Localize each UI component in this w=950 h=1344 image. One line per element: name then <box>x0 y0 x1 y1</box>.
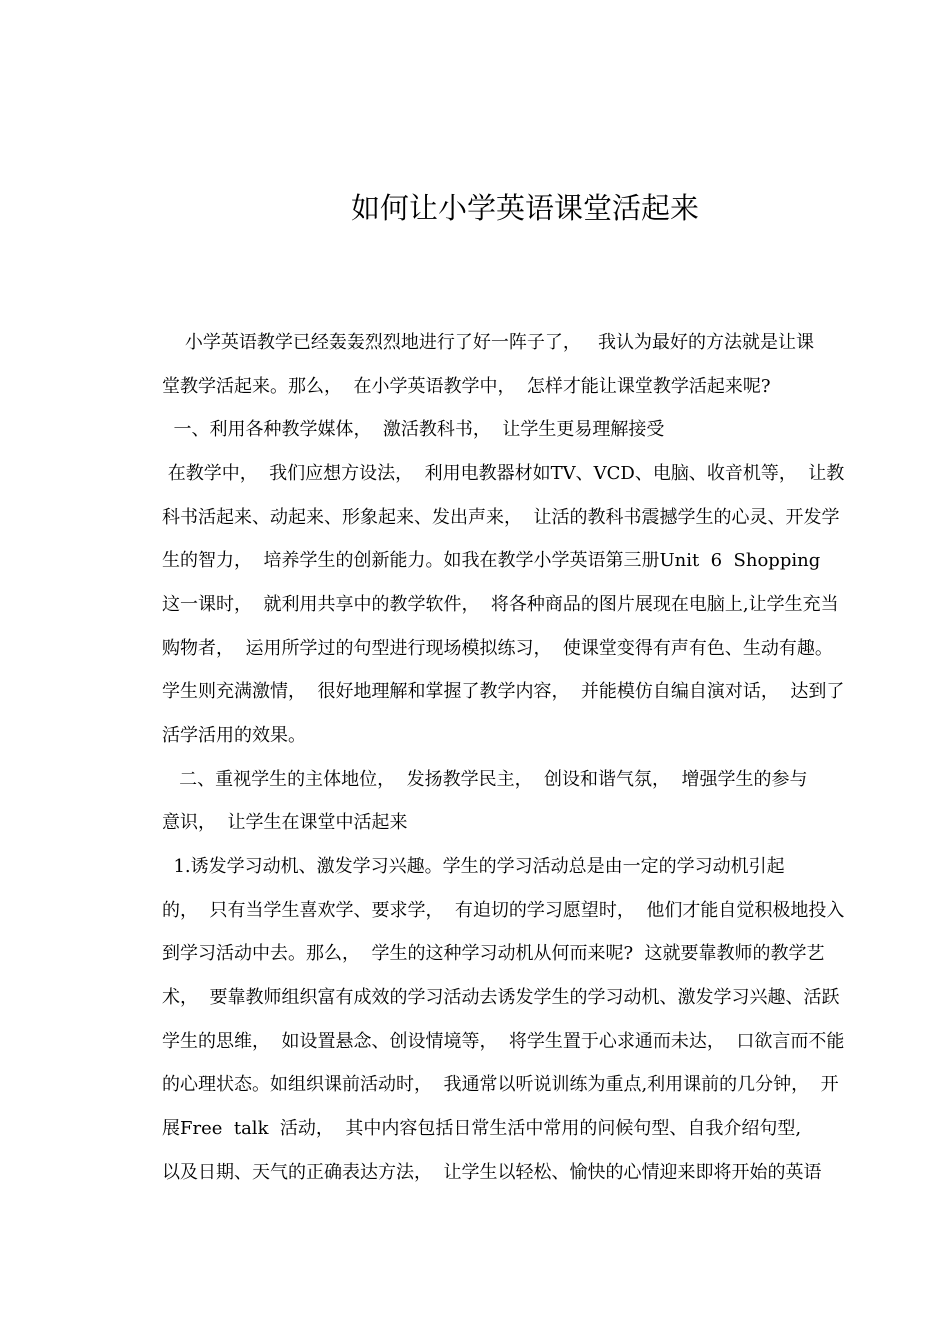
body-line: 活学活用的效果。 <box>162 725 306 746</box>
body-line: 的心理状态。如组织课前活动时， 我通常以听说训练为重点,利用课前的几分钟， 开 <box>162 1074 839 1095</box>
body-line: 堂教学活起来。那么， 在小学英语教学中， 怎样才能让课堂教学活起来呢? <box>162 376 771 397</box>
body-line: 学生的思维， 如设置悬念、创设情境等， 将学生置于心求通而未达， 口欲言而不能 <box>162 1031 845 1052</box>
body-line: 购物者， 运用所学过的句型进行现场模拟练习， 使课堂变得有声有色、生动有趣。 <box>162 638 833 659</box>
body-line: 这一课时， 就利用共享中的教学软件， 将各种商品的图片展现在电脑上,让学生充当 <box>162 594 839 615</box>
section-heading-2-cont: 意识， 让学生在课堂中活起来 <box>162 812 408 833</box>
body-line: 1.诱发学习动机、激发学习兴趣。学生的学习活动总是由一定的学习动机引起 <box>162 856 785 877</box>
section-heading-1: 一、利用各种教学媒体， 激活教科书， 让学生更易理解接受 <box>162 419 665 440</box>
body-line: 小学英语教学已经轰轰烈烈地进行了好一阵子了， 我认为最好的方法就是让课 <box>162 332 815 353</box>
body-line: 学生则充满激情， 很好地理解和掌握了教学内容， 并能模仿自编自演对话， 达到了 <box>162 681 845 702</box>
body-line: 生的智力， 培养学生的创新能力。如我在教学小学英语第三册Unit 6 Shopping <box>162 550 821 571</box>
body-line: 到学习活动中去。那么， 学生的这种学习动机从何而来呢? 这就要靠教师的教学艺 <box>162 943 825 964</box>
body-line: 术， 要靠教师组织富有成效的学习活动去诱发学生的学习动机、激发学习兴趣、活跃 <box>162 987 840 1008</box>
body-line: 以及日期、天气的正确表达方法， 让学生以轻松、愉快的心情迎来即将开始的英语 <box>162 1162 822 1183</box>
section-heading-2: 二、重视学生的主体地位， 发扬教学民主， 创设和谐气氛， 增强学生的参与 <box>162 769 808 790</box>
body-line: 科书活起来、动起来、形象起来、发出声来， 让活的教科书震撼学生的心灵、开发学 <box>162 507 840 528</box>
document-title: 如何让小学英语课堂活起来 <box>350 191 699 225</box>
body-line: 在教学中， 我们应想方设法， 利用电教器材如TV、VCD、电脑、收音机等， 让教 <box>162 463 845 484</box>
body-line: 展Free talk 活动， 其中内容包括日常生活中常用的问候句型、自我介绍句型, <box>162 1118 802 1139</box>
body-line: 的， 只有当学生喜欢学、要求学， 有迫切的学习愿望时， 他们才能自觉积极地投入 <box>162 900 845 921</box>
